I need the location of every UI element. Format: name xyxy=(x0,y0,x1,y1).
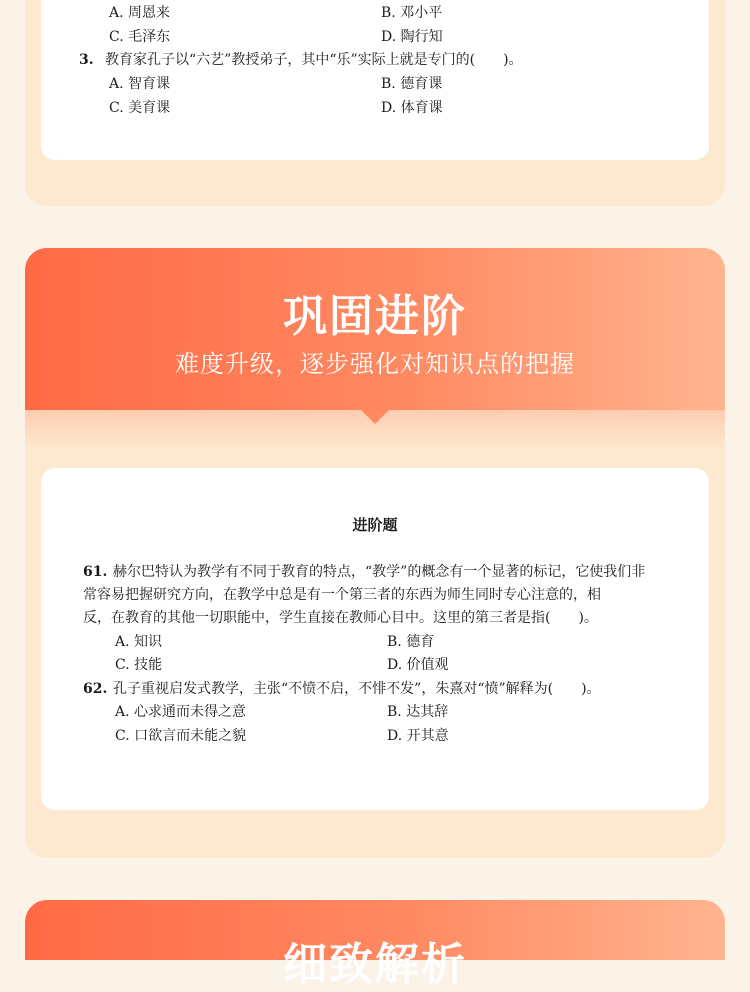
top-question-card xyxy=(41,0,709,160)
q61-line2: 常容易把握研究方向，在教学中总是有一个第三者的东西为师生同时专心注意的，相 xyxy=(83,587,601,603)
q2-option-c: C. 毛泽东 xyxy=(109,29,171,45)
q2-option-b: B. 邓小平 xyxy=(381,5,443,21)
q3-number: 3. xyxy=(79,52,94,68)
banner2-title: 细致解析 xyxy=(283,939,467,990)
banner-subtitle: 难度升级，逐步强化对知识点的把握 xyxy=(175,350,575,378)
analysis-banner xyxy=(25,900,725,990)
q2-option-d: D. 陶行知 xyxy=(381,29,443,45)
q61-number: 61. xyxy=(83,564,108,580)
q3-option-d: D. 体育课 xyxy=(381,100,443,116)
q61-option-a: A. 知识 xyxy=(115,634,163,650)
banner-notch xyxy=(361,410,389,424)
q62-stem: 孔子重视启发式教学，主张“不愤不启，不悱不发”，朱熹对“愤”解释为( )。 xyxy=(113,681,601,697)
q61-option-c: C. 技能 xyxy=(115,657,163,673)
q62-option-b: B. 达其辞 xyxy=(387,704,449,720)
q61-line1: 赫尔巴特认为教学有不同于教育的特点，“教学”的概念有一个显著的标记，它使我们非 xyxy=(113,564,646,580)
q2-option-a: A. 周恩来 xyxy=(109,5,171,21)
advanced-question-card xyxy=(41,468,709,810)
q61-option-b: B. 德育 xyxy=(387,634,435,650)
consolidation-banner xyxy=(25,248,725,410)
q3-option-b: B. 德育课 xyxy=(381,76,443,92)
q61-option-d: D. 价值观 xyxy=(387,657,449,673)
q61-line3: 反，在教育的其他一切职能中，学生直接在教师心目中。这里的第三者是指( )。 xyxy=(83,610,598,626)
q3-stem: 教育家孔子以“六艺”教授弟子，其中“乐”实际上就是专门的( )。 xyxy=(105,52,523,68)
q3-option-c: C. 美育课 xyxy=(109,100,171,116)
q62-option-c: C. 口欲言而未能之貌 xyxy=(115,728,247,744)
banner-title: 巩固进阶 xyxy=(283,291,467,342)
q3-option-a: A. 智育课 xyxy=(109,76,171,92)
q62-option-a: A. 心求通而未得之意 xyxy=(115,704,247,720)
advanced-heading: 进阶题 xyxy=(352,516,398,534)
q62-number: 62. xyxy=(83,681,108,697)
q62-option-d: D. 开其意 xyxy=(387,728,449,744)
